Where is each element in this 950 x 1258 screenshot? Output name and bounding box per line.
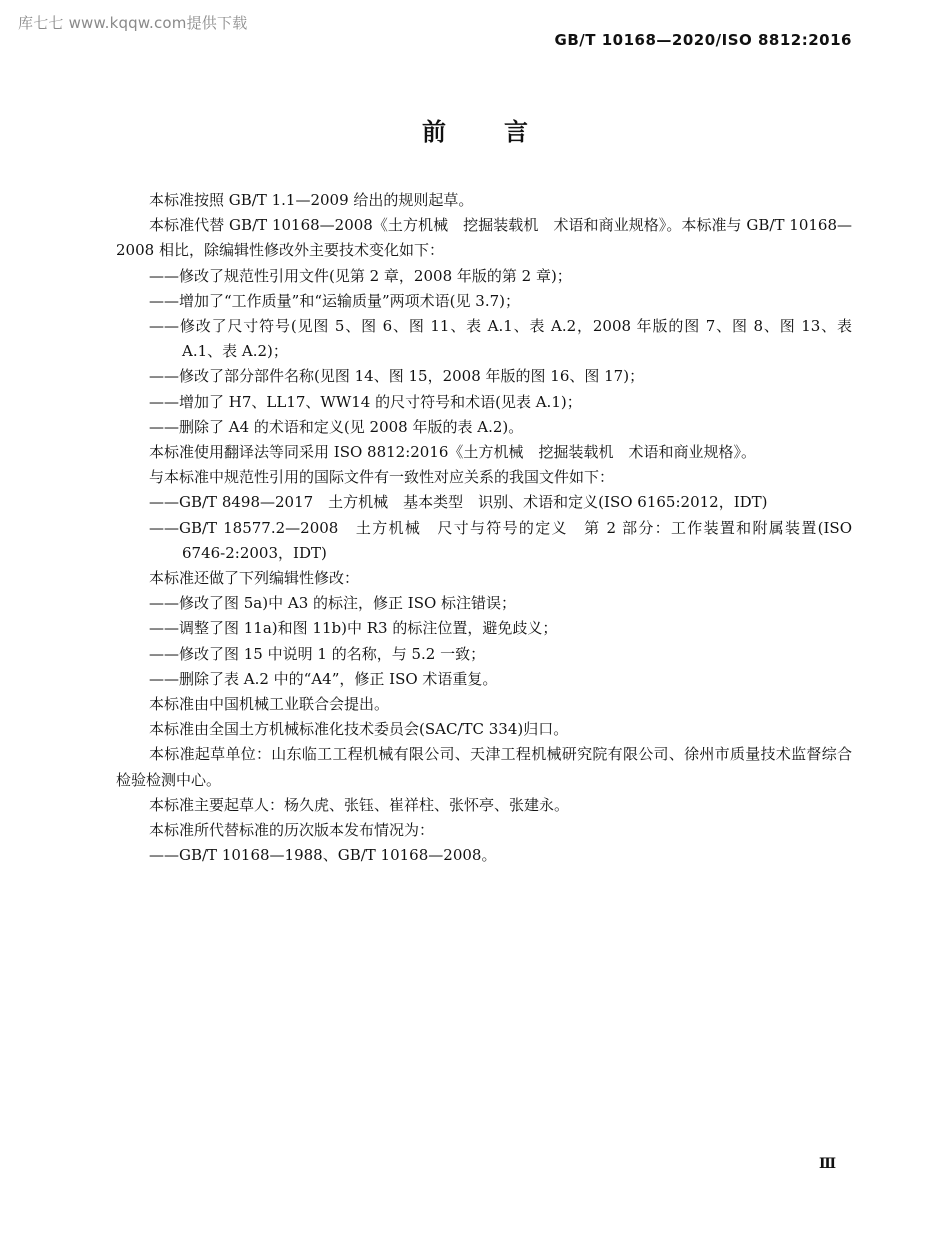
paragraph: 本标准使用翻译法等同采用 ISO 8812:2016《土方机械 挖掘装载机 术语和商业规格》。 — [149, 443, 756, 462]
list-item: ——增加了“工作质量”和“运输质量”两项术语(见 3.7)； — [149, 291, 521, 310]
list-item: ——GB/T 8498—2017 土方机械 基本类型 识别、术语和定义(ISO 6165:2012，IDT) — [149, 493, 768, 512]
list-item: ——修改了图 15 中说明 1 的名称，与 5.2 一致； — [149, 644, 486, 663]
list-item: ——修改了尺寸符号(见图 5、图 6、图 11、表 A.1、表 A.2，2008 年版的图 7、图 8、图 13、表 A.1、表 A.2)； — [149, 317, 852, 361]
paragraph: 本标准按照 GB/T 1.1—2009 给出的规则起草。 — [149, 191, 474, 209]
list-item: ——修改了规范性引用文件(见第 2 章，2008 年版的第 2 章)； — [149, 266, 572, 285]
paragraph: 与本标准中规范性引用的国际文件有一致性对应关系的我国文件如下： — [149, 468, 615, 487]
standard-code: GB/T 10168—2020/ISO 8812:2016 — [554, 31, 852, 49]
list-item: ——GB/T 18577.2—2008 土方机械 尺寸与符号的定义 第 2 部分：工作装置和附属装置(ISO 6746-2:2003，IDT) — [149, 518, 852, 562]
list-item: ——修改了部分部件名称(见图 14、图 15，2008 年版的图 16、图 17)； — [149, 367, 645, 386]
page-number: Ⅲ — [818, 1156, 836, 1172]
list-item: ——删除了 A4 的术语和定义(见 2008 年版的表 A.2)。 — [149, 417, 524, 436]
page-title: 前言 — [422, 118, 586, 146]
paragraph: 本标准所代替标准的历次版本发布情况为： — [149, 821, 435, 840]
watermark-text: 库七七 www.kqqw.com提供下载 — [18, 14, 248, 32]
list-item: ——增加了 H7、LL17、WW14 的尺寸符号和术语(见表 A.1)； — [149, 392, 582, 411]
list-item: ——调整了图 11a)和图 11b)中 R3 的标注位置，避免歧义； — [149, 619, 558, 638]
list-item: ——删除了表 A.2 中的“A4”，修正 ISO 术语重复。 — [149, 669, 498, 688]
foreword-body — [116, 188, 852, 868]
list-item: ——GB/T 10168—1988、GB/T 10168—2008。 — [149, 846, 497, 865]
paragraph: 本标准还做了下列编辑性修改： — [149, 569, 360, 588]
list-item: ——修改了图 5a)中 A3 的标注，修正 ISO 标注错误； — [149, 594, 517, 613]
paragraph: 本标准起草单位：山东临工工程机械有限公司、天津工程机械研究院有限公司、徐州市质量技术监督综合检验检测中心。 — [116, 745, 852, 789]
paragraph: 本标准由全国土方机械标准化技术委员会(SAC/TC 334)归口。 — [149, 720, 569, 739]
paragraph: 本标准由中国机械工业联合会提出。 — [149, 695, 390, 714]
paragraph: 本标准主要起草人：杨久虎、张钰、崔祥柱、张怀亭、张建永。 — [149, 795, 570, 814]
paragraph: 本标准代替 GB/T 10168—2008《土方机械 挖掘装载机 术语和商业规格》。本标准与 GB/T 10168—2008 相比，除编辑性修改外主要技术变化如下： — [116, 216, 852, 260]
